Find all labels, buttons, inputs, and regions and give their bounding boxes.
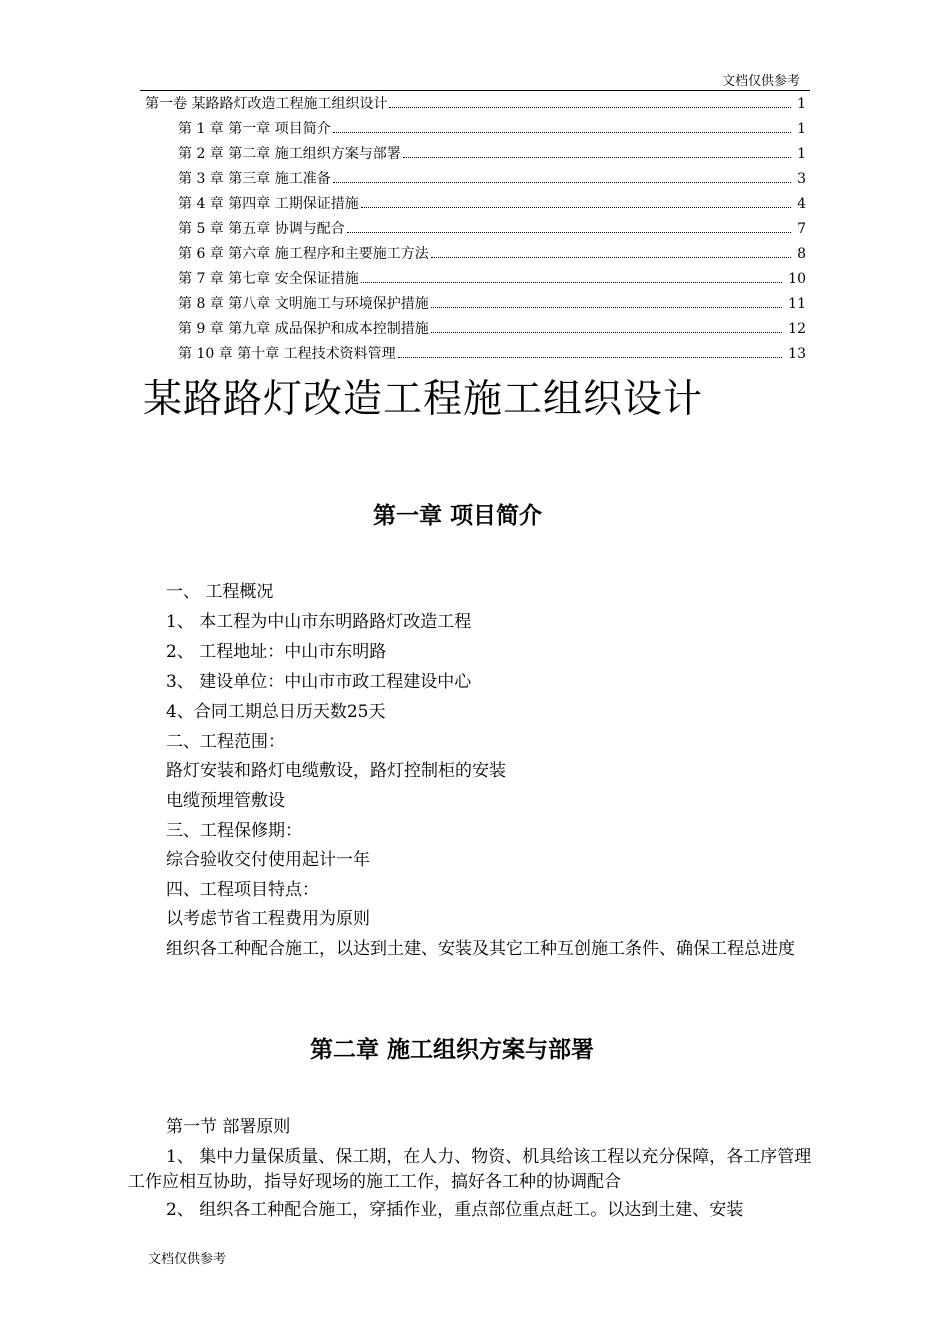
toc-entry-page: 1 <box>797 96 806 112</box>
toc-entry[interactable] <box>178 318 806 338</box>
toc-entry-page: 1 <box>797 146 806 162</box>
toc-entry-page: 13 <box>788 346 806 362</box>
toc-entry[interactable] <box>145 93 806 113</box>
toc-leader <box>333 132 791 133</box>
toc-entry[interactable] <box>178 343 806 363</box>
toc-leader <box>431 332 782 333</box>
body-line: 以考虑节省工程费用为原则 <box>166 909 370 929</box>
toc-leader <box>361 282 782 283</box>
toc-entry-page: 3 <box>797 171 806 187</box>
toc-leader <box>389 107 791 108</box>
footer-note: 文档仅供参考 <box>148 1252 227 1267</box>
body-line: 一、 工程概况 <box>166 582 274 602</box>
toc-entry-label: 第 8 章 第八章 文明施工与环境保护措施 <box>178 296 429 312</box>
toc-entry-label: 第 6 章 第六章 施工程序和主要施工方法 <box>178 246 429 262</box>
toc-entry[interactable] <box>178 118 806 138</box>
document-title: 某路路灯改造工程施工组织设计 <box>143 377 704 422</box>
body-line: 二、工程范围： <box>166 732 285 752</box>
toc-entry-label: 第 10 章 第十章 工程技术资料管理 <box>178 346 396 362</box>
toc-entry[interactable] <box>178 193 806 213</box>
section-heading: 第一节 部署原则 <box>166 1117 291 1137</box>
toc-leader <box>431 257 791 258</box>
body-line: 四、工程项目特点： <box>166 880 319 900</box>
toc-entry-label: 第 7 章 第七章 安全保证措施 <box>178 271 359 287</box>
body-line: 2、 工程地址：中山市东明路 <box>166 642 387 662</box>
body-paragraph: 1、 集中力量保质量、保工期，在人力、物资、机具给该工程以充分保障，各工序管理工作应相互协助，指导好现场的施工工作，搞好各工种的协调配合 <box>128 1147 812 1192</box>
toc-entry[interactable] <box>178 218 806 238</box>
toc-entry-label: 第 9 章 第九章 成品保护和成本控制措施 <box>178 321 429 337</box>
body-paragraph: 组织各工种配合施工，以达到土建、安装及其它工种互创施工条件、确保工程总进度 <box>166 939 795 959</box>
toc-entry-page: 4 <box>797 196 806 212</box>
header-rule <box>140 90 810 91</box>
body-line: 综合验收交付使用起计一年 <box>166 850 370 870</box>
chapter-2-title: 第二章 施工组织方案与部署 <box>310 1037 595 1063</box>
toc-entry-page: 7 <box>797 221 806 237</box>
toc-entry-label: 第 2 章 第二章 施工组织方案与部署 <box>178 146 401 162</box>
toc-entry-page: 1 <box>797 121 806 137</box>
toc-leader <box>333 182 791 183</box>
toc-leader <box>361 207 791 208</box>
body-paragraph: 2、 组织各工种配合施工，穿插作业，重点部位重点赶工。以达到土建、安装 <box>166 1200 744 1220</box>
toc-leader <box>403 157 791 158</box>
toc-entry[interactable] <box>178 168 806 188</box>
chapter-1-title: 第一章 项目简介 <box>373 503 543 529</box>
body-line: 3、 建设单位：中山市市政工程建设中心 <box>166 672 472 692</box>
toc-entry-page: 8 <box>797 246 806 262</box>
toc-entry-label: 第 3 章 第三章 施工准备 <box>178 171 331 187</box>
toc-entry-page: 11 <box>788 296 806 312</box>
toc-entry-page: 12 <box>788 321 806 337</box>
toc-leader <box>398 357 783 358</box>
body-line: 电缆预埋管敷设 <box>166 791 285 811</box>
header-note: 文档仅供参考 <box>722 74 801 89</box>
toc-entry-label: 第一卷 某路路灯改造工程施工组织设计 <box>145 96 388 112</box>
body-line: 1、 本工程为中山市东明路路灯改造工程 <box>166 612 472 632</box>
body-line: 4、合同工期总日历天数25天 <box>166 702 386 722</box>
toc-leader <box>431 307 782 308</box>
toc-entry[interactable] <box>178 143 806 163</box>
toc-leader <box>347 232 791 233</box>
toc-entry-label: 第 4 章 第四章 工期保证措施 <box>178 196 359 212</box>
toc-entry[interactable] <box>178 268 806 288</box>
body-line: 路灯安装和路灯电缆敷设，路灯控制柜的安装 <box>166 761 506 781</box>
toc-entry[interactable] <box>178 243 806 263</box>
body-line: 三、工程保修期： <box>166 821 302 841</box>
toc-entry-label: 第 1 章 第一章 项目简介 <box>178 121 331 137</box>
toc-entry-label: 第 5 章 第五章 协调与配合 <box>178 221 345 237</box>
toc-entry-page: 10 <box>788 271 806 287</box>
toc-entry[interactable] <box>178 293 806 313</box>
